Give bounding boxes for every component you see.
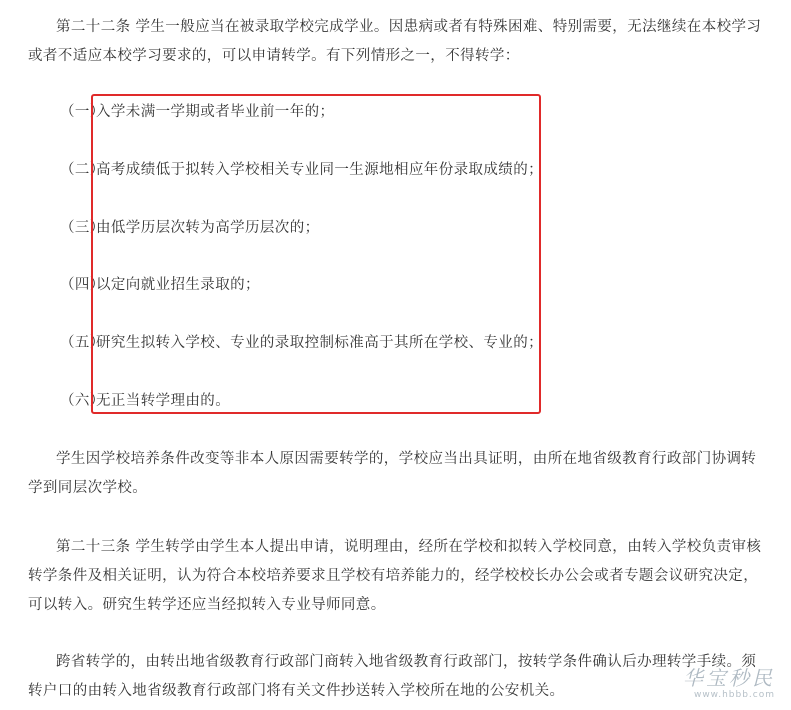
list-item-number: （一） — [60, 104, 105, 120]
list-item-number: （四） — [60, 277, 105, 293]
school-change-line-2: 学到同层次学校。 — [28, 480, 148, 496]
school-change-line-1: 学生因学校培养条件改变等非本人原因需要转学的，学校应当出具证明，由所在地省级教育行政部门协调转 — [56, 451, 757, 467]
list-item-text: 无正当转学理由的。 — [96, 393, 231, 409]
cross-province-line-1: 跨省转学的，由转出地省级教育行政部门商转入地省级教育行政部门，按转学条件确认后办理转学手续。须 — [56, 654, 757, 670]
list-item-number: （二） — [60, 162, 105, 178]
article-23-line-2: 转学条件及相关证明，认为符合本校培养要求且学校有培养能力的，经学校校长办公会或者专题会议研究决定， — [28, 568, 759, 584]
list-item-number: （六） — [60, 393, 105, 409]
article-23-paragraph — [0, 533, 791, 620]
article-22-intro — [0, 13, 791, 71]
list-item-text: 由低学历层次转为高学历层次的； — [96, 220, 320, 236]
cross-province-paragraph — [0, 648, 791, 706]
article-23-line-3: 可以转入。研究生转学还应当经拟转入专业导师同意。 — [28, 597, 386, 613]
watermark — [683, 666, 775, 700]
list-item-text: 以定向就业招生录取的； — [96, 277, 260, 293]
article-23-line-1: 第二十三条 学生转学由学生本人提出申请，说明理由，经所在学校和拟转入学校同意，由转入学校负责审核 — [56, 539, 762, 555]
cross-province-line-2: 转户口的由转入地省级教育行政部门将有关文件抄送转入学校所在地的公安机关。 — [28, 683, 565, 699]
list-item-number: （五） — [60, 335, 105, 351]
list-item-number: （三） — [60, 220, 105, 236]
watermark-brand: 华宝秒民 — [683, 666, 775, 690]
school-change-paragraph — [0, 445, 791, 503]
list-item-text: 研究生拟转入学校、专业的录取控制标准高于其所在学校、专业的； — [96, 335, 543, 351]
article-22-line-1: 第二十二条 学生一般应当在被录取学校完成学业。因患病或者有特殊困难、特别需要，无法继续在本校学习 — [56, 19, 762, 35]
highlight-box — [91, 94, 541, 414]
list-item-text: 入学未满一学期或者毕业前一年的； — [96, 104, 335, 120]
article-22-line-2: 或者不适应本校学习要求的，可以申请转学。有下列情形之一，不得转学： — [28, 48, 520, 64]
list-item-text: 高考成绩低于拟转入学校相关专业同一生源地相应年份录取成绩的； — [96, 162, 543, 178]
watermark-url: www.hbbb.com — [693, 690, 775, 700]
